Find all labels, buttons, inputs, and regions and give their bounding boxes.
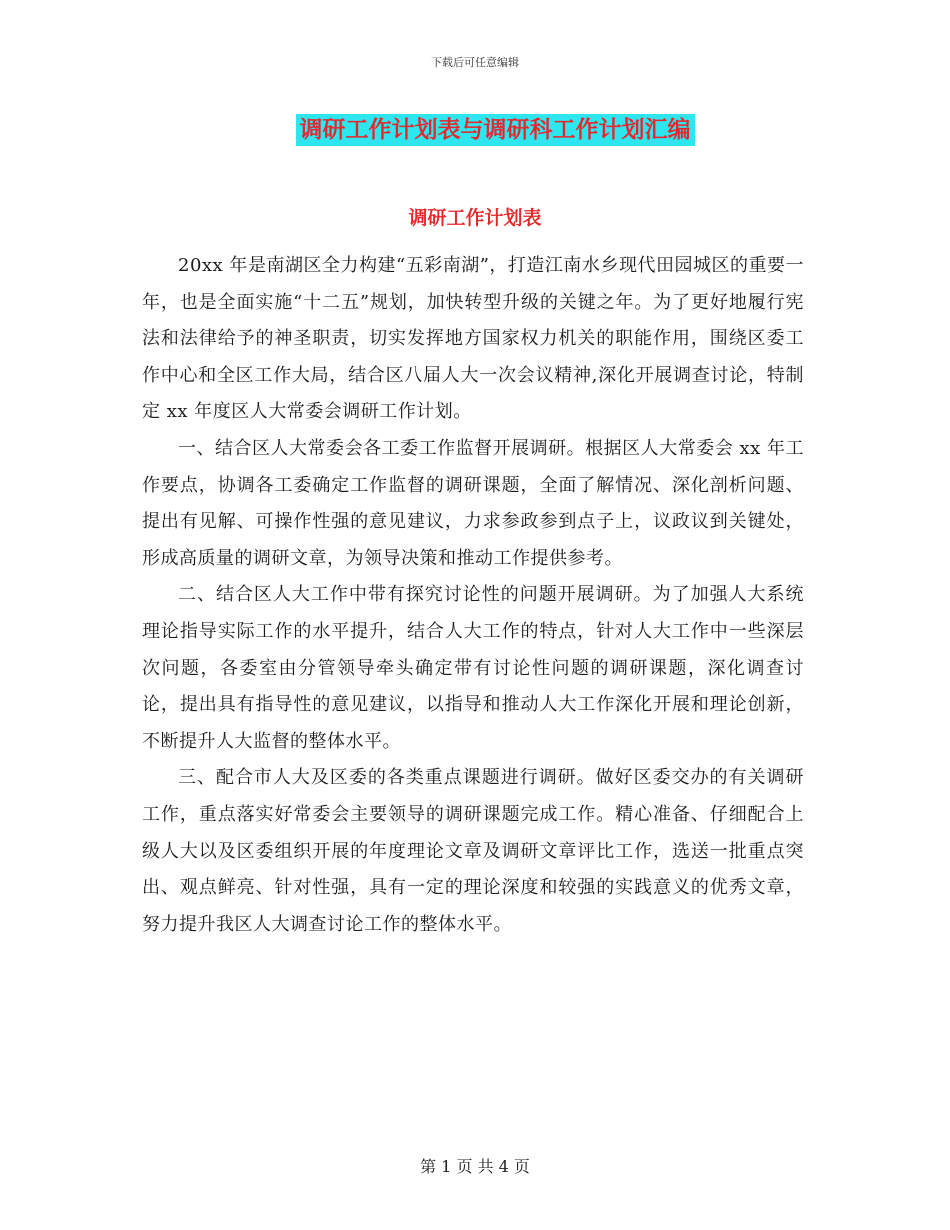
page-header-note: 下载后可任意编辑 xyxy=(431,56,519,69)
section-title: 调研工作计划表 xyxy=(408,207,542,229)
paragraph-intro: 20xx 年是南湖区全力构建“五彩南湖”，打造江南水乡现代田园城区的重要一年，也是全面实施“十二五”规划，加快转型升级的关键之年。为了更好地履行宪法和法律给予的神圣职责，切实发挥地方国家权力机关的职能作用，围绕区委工作中心和全区工作大局，结合区八届人大一次会议精神,深化开展调查讨论，特制定 xx 年度区人大常委会调研工作计划。 xyxy=(142,255,804,423)
document-body xyxy=(142,248,804,943)
main-title-container xyxy=(0,114,950,146)
paragraph-item-3: 三、配合市人大及区委的各类重点课题进行调研。做好区委交办的有关调研工作，重点落实好常委会主要领导的调研课题完成工作。精心准备、仔细配合上级人大以及区委组织开展的年度理论文章及调研文章评比工作，选送一批重点突出、观点鲜亮、针对性强，具有一定的理论深度和较强的实践意义的优秀文章，努力提升我区人大调查讨论工作的整体水平。 xyxy=(142,767,804,935)
document-title: 调研工作计划表与调研科工作计划汇编 xyxy=(296,114,695,146)
page-number-footer: 第 1 页 共 4 页 xyxy=(420,1157,530,1176)
paragraph-item-1: 一、结合区人大常委会各工委工作监督开展调研。根据区人大常委会 xx 年工作要点，协调各工委确定工作监督的调研课题，全面了解情况、深化剖析问题、提出有见解、可操作性强的意见建议，力求参政参到点子上，议政议到关键处，形成高质量的调研文章，为领导决策和推动工作提供参考。 xyxy=(142,437,804,569)
paragraph-item-2: 二、结合区人大工作中带有探究讨论性的问题开展调研。为了加强人大系统理论指导实际工作的水平提升，结合人大工作的特点，针对人大工作中一些深层次问题，各委室由分管领导牵头确定带有讨论性问题的调研课题，深化调查讨论，提出具有指导性的意见建议，以指导和推动人大工作深化开展和理论创新，不断提升人大监督的整体水平。 xyxy=(142,584,804,752)
